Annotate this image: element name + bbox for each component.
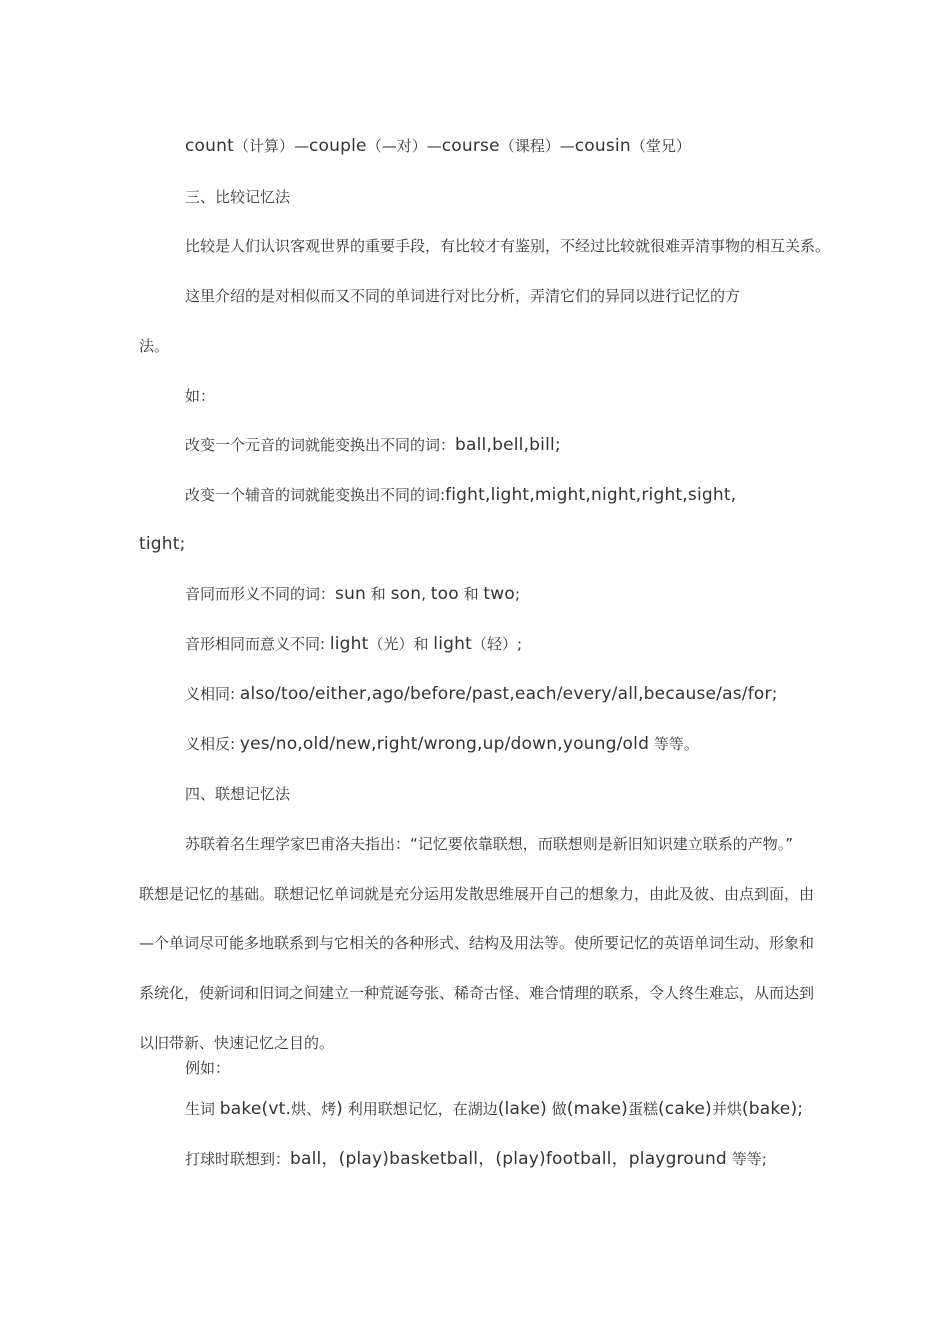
text-run: （堂兄）	[630, 137, 691, 155]
latin-run: two	[483, 584, 515, 604]
text-line	[185, 386, 215, 406]
text-line	[139, 933, 814, 953]
text-line	[185, 1099, 803, 1119]
text-run: 改变一个辅音的词就能变换出不同的词:	[185, 486, 446, 504]
latin-run: (bake);	[741, 1099, 804, 1119]
text-run: ,	[421, 585, 431, 603]
text-run: 和	[366, 585, 391, 603]
text-run: 比较是人们认识客观世界的重要手段，有比较才有鉴别，不经过比较就很难弄清事物的相互关系。	[185, 237, 831, 255]
latin-run: also/too/either,ago/before/past,each/every/all,because/as/for;	[239, 684, 778, 704]
text-line	[185, 734, 699, 754]
text-line	[185, 1058, 230, 1078]
text-run: 等等。	[649, 735, 699, 753]
text-run: （—对）—	[366, 137, 442, 155]
section-heading	[185, 187, 290, 207]
text-run: （计算）—	[233, 137, 309, 155]
text-run: 做	[547, 1100, 567, 1118]
text-line	[139, 884, 814, 904]
text-line	[185, 485, 736, 505]
text-run: ;	[514, 585, 521, 603]
latin-run: course	[441, 136, 500, 156]
text-run: 三、比较记忆法	[185, 188, 291, 206]
text-run: 等等;	[726, 1150, 767, 1168]
text-run: 例如：	[185, 1059, 231, 1077]
text-line	[185, 684, 778, 704]
text-run: 以旧带新、快速记忆之目的。	[139, 1034, 335, 1052]
text-run: 义相反:	[185, 735, 240, 753]
text-run: 音形相同而意义不同:	[185, 635, 330, 653]
text-run: 生词	[185, 1100, 220, 1118]
text-run: 并烘	[711, 1100, 742, 1118]
text-run: 系统化，使新词和旧词之间建立一种荒诞夸张、稀奇古怪、难合情理的联系，令人终生难忘，从而达到	[139, 984, 815, 1002]
latin-run: yes/no,old/new,right/wrong,up/down,young/old	[239, 734, 650, 754]
text-run: 这里介绍的是对相似而又不同的单词进行对比分析，弄清它们的异同以进行记忆的方	[185, 287, 741, 305]
latin-run: son	[390, 584, 422, 604]
text-run: 如：	[185, 387, 216, 405]
text-line	[185, 584, 520, 604]
latin-run: fight,light,might,night,right,sight,	[445, 485, 737, 505]
latin-run: cousin	[574, 136, 631, 156]
latin-run: tight;	[139, 534, 186, 554]
latin-run: (lake)	[497, 1099, 548, 1119]
text-line	[185, 435, 561, 455]
latin-run: count	[185, 136, 234, 156]
text-run: 烘、烤	[291, 1100, 337, 1118]
text-run: 联想是记忆的基础。联想记忆单词就是充分运用发散思维展开自己的想象力，由此及彼、由点到面，由	[139, 885, 815, 903]
text-run: 打球时联想到：	[185, 1150, 291, 1168]
text-run: 改变一个元音的词就能变换出不同的词：	[185, 436, 456, 454]
text-line	[139, 534, 186, 554]
text-run: 音同而形义不同的词：	[185, 585, 336, 603]
text-run: 和	[458, 585, 484, 603]
text-line	[185, 634, 522, 654]
latin-run: )	[336, 1099, 343, 1119]
text-run: 四、联想记忆法	[185, 785, 291, 803]
latin-run: ball,bell,bill;	[455, 435, 561, 455]
section-heading	[185, 784, 290, 804]
text-line	[185, 136, 691, 156]
latin-run: bake(vt.	[219, 1099, 292, 1119]
text-run: 法。	[139, 337, 170, 355]
text-run: —个单词尽可能多地联系到与它相关的各种形式、结构及用法等。使所要记忆的英语单词生动、形象和	[139, 934, 815, 952]
text-run: 利用联想记忆，在湖边	[342, 1100, 498, 1118]
latin-run: light	[433, 634, 472, 654]
text-line	[185, 834, 793, 854]
text-line	[185, 1149, 767, 1169]
text-run: （轻）;	[471, 635, 523, 653]
text-run: 苏联着名生理学家巴甫洛夫指出：“记忆要依靠联想，而联想则是新旧知识建立联系的产物。”	[185, 835, 794, 853]
text-run: （光）和	[368, 635, 434, 653]
text-line	[185, 236, 830, 256]
latin-run: too	[430, 584, 459, 604]
latin-run: light	[329, 634, 369, 654]
text-run: 蛋糕	[627, 1100, 658, 1118]
latin-run: sun	[335, 584, 367, 604]
latin-run: ball，(play)basketball，(play)football，playground	[290, 1149, 727, 1169]
text-line	[185, 286, 740, 306]
text-line	[139, 336, 169, 356]
text-line	[139, 983, 814, 1003]
text-line	[139, 1033, 334, 1053]
text-run: （课程）—	[499, 137, 575, 155]
latin-run: couple	[308, 136, 367, 156]
latin-run: (cake)	[657, 1099, 712, 1119]
text-run: 义相同:	[185, 685, 240, 703]
latin-run: (make)	[566, 1099, 628, 1119]
